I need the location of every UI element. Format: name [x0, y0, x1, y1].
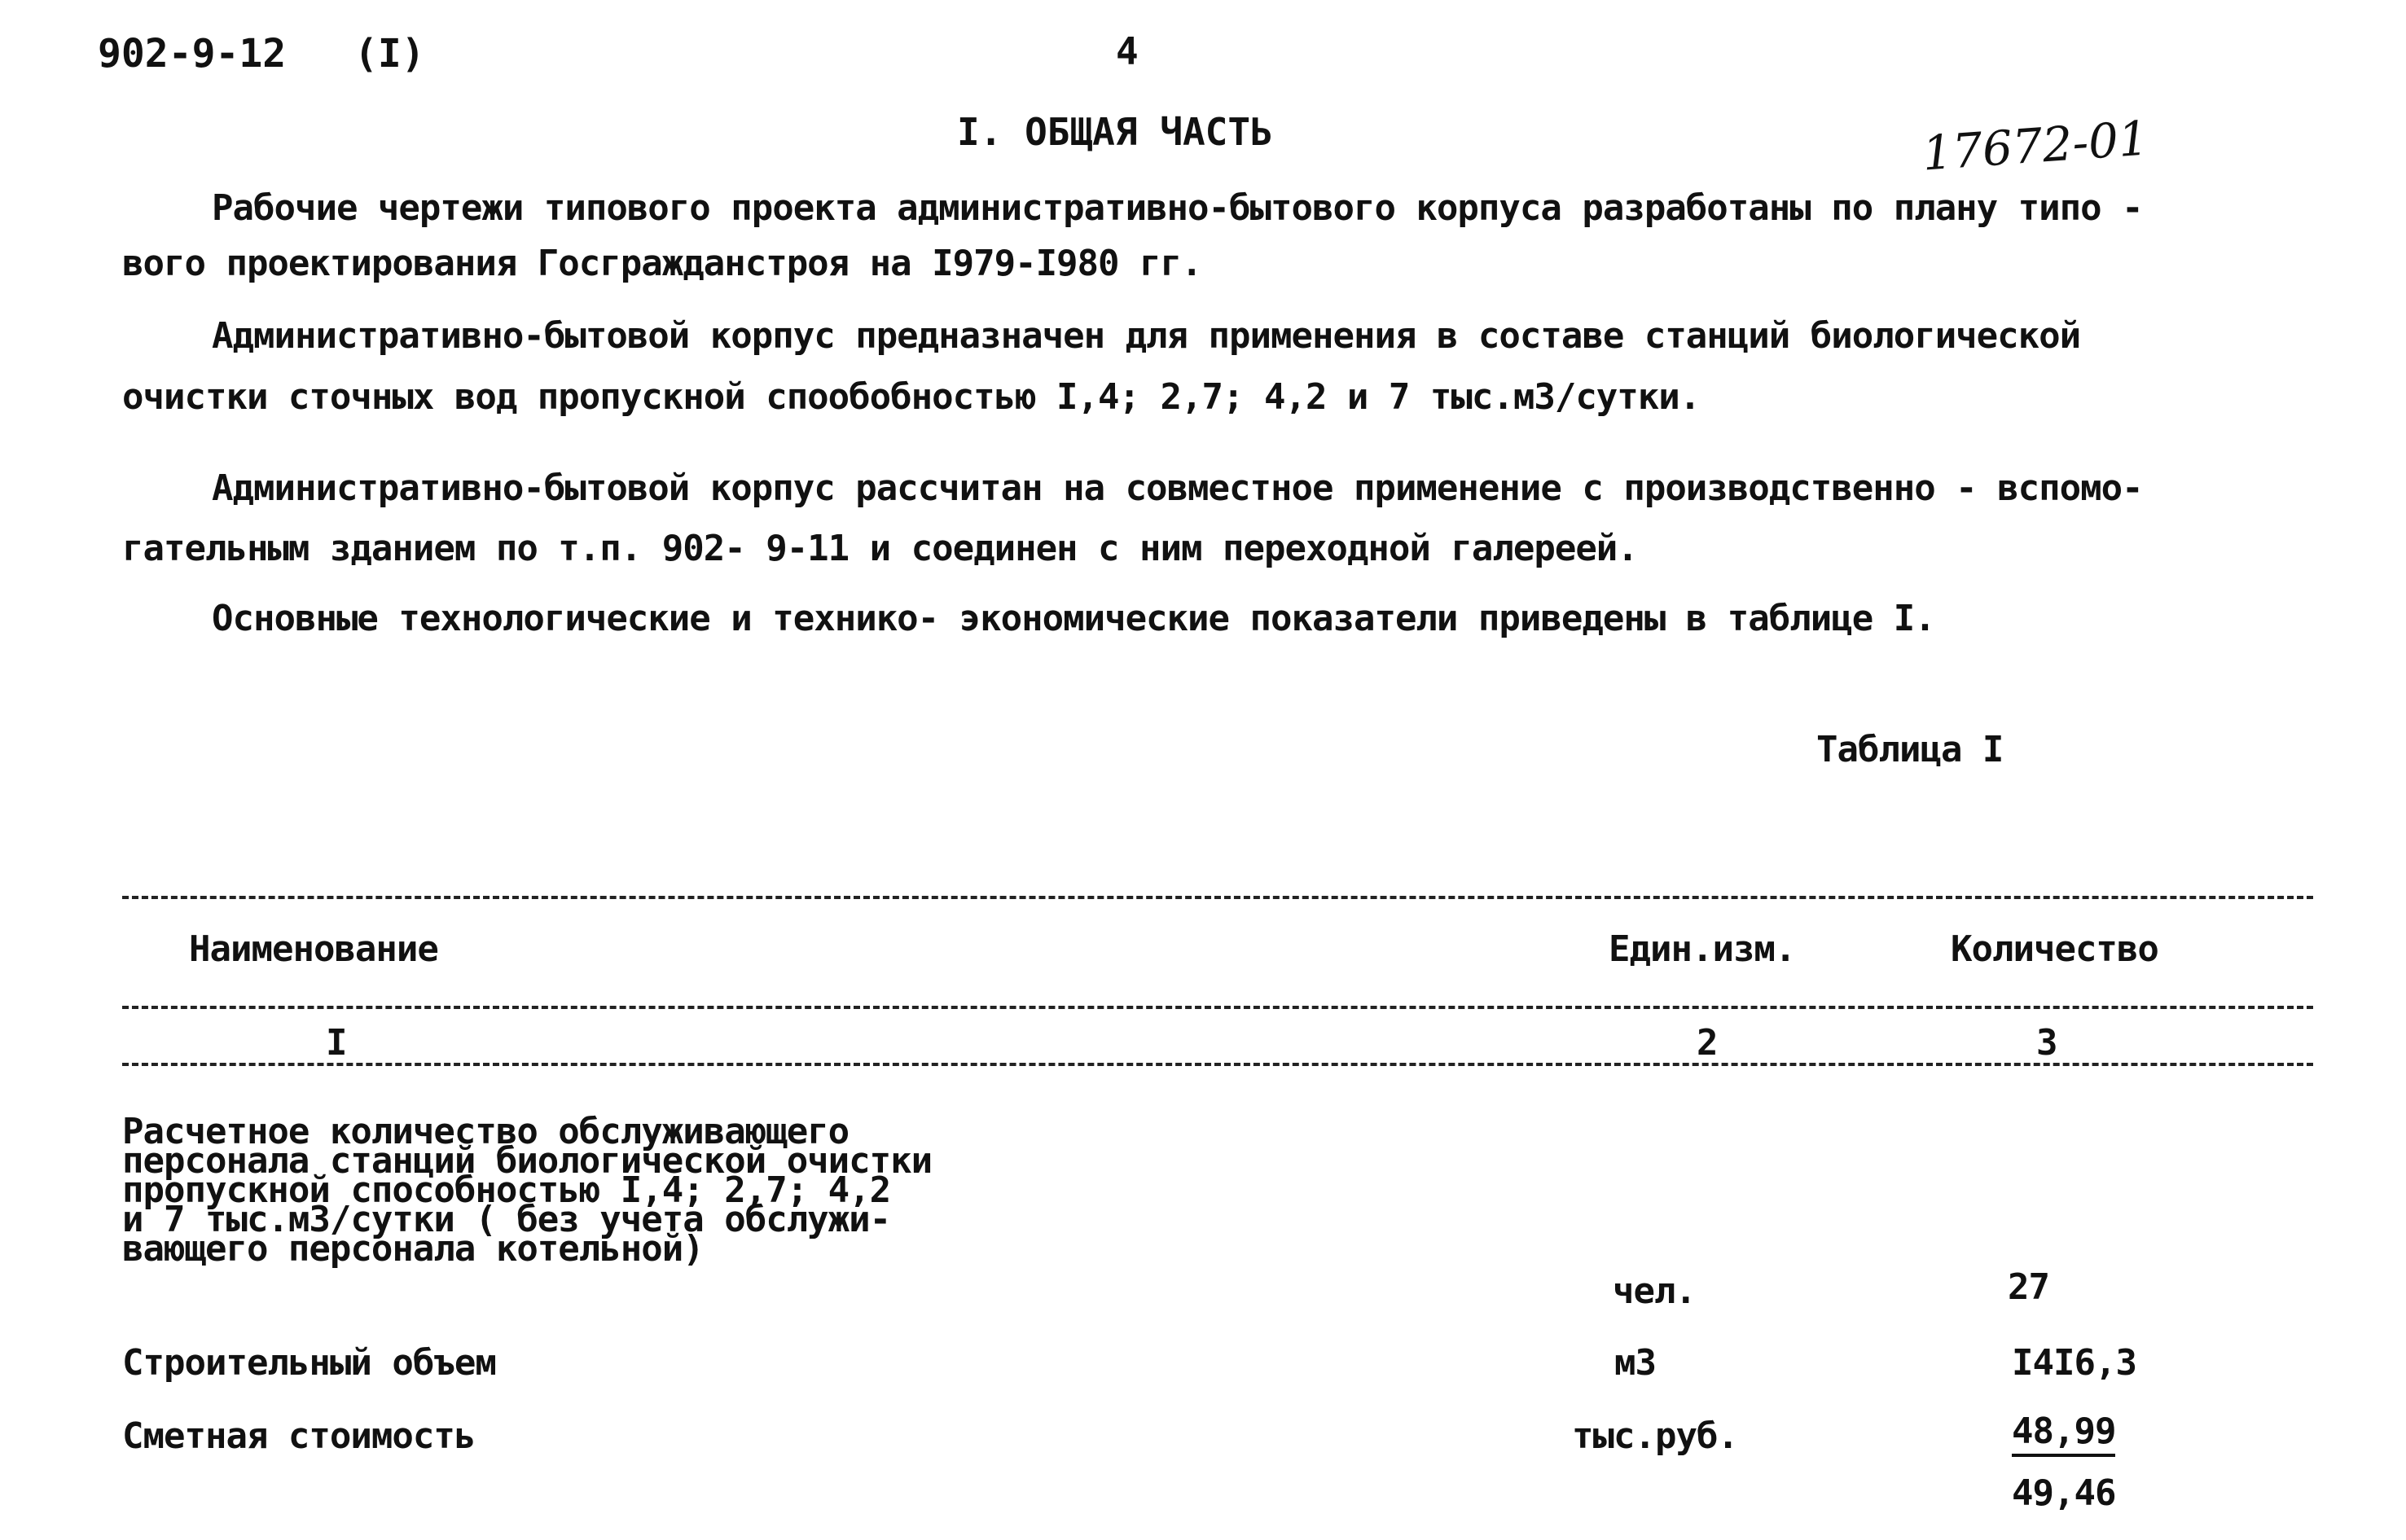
table-row-3-name: Сметная стоимость — [122, 1415, 476, 1457]
paragraph-2-line-1: Административно-бытовой корпус предназначен для применения в составе станций биологической — [212, 315, 2081, 357]
paragraph-4-line-1: Основные технологические и технико- экономические показатели приведены в таблице I. — [212, 598, 1935, 639]
table-header-unit: Един.изм. — [1609, 928, 1796, 970]
paragraph-1-line-2: вого проектирования Госгражданстроя на I979-I980 гг. — [122, 243, 1202, 284]
table-number-rule — [122, 1063, 2313, 1066]
table-row-1-unit: чел. — [1613, 1270, 1696, 1312]
table-row-3-value: 48,99 — [2012, 1411, 2115, 1457]
table-row-3-unit: тыс.руб. — [1572, 1415, 1738, 1457]
table-row-3-value-secondary: 49,46 — [2012, 1472, 2116, 1514]
table-row-1-name: Расчетное количество обслуживающего персонала станций биологической очистки пропускной способностью I,4; 2,7; 4,2 и 7 тыс.м3/сутки ( без учета обслужи- вающего персонала котельной) — [122, 1111, 933, 1270]
table-column-number-2: 2 — [1697, 1022, 1718, 1064]
table-top-rule — [122, 896, 2313, 899]
inventory-number: 17672-01 — [1920, 110, 2150, 182]
table-header-name: Наименование — [189, 928, 438, 970]
table-row-2-unit: м3 — [1614, 1342, 1656, 1384]
table-caption: Таблица I — [1816, 729, 2004, 770]
table-column-number-3: 3 — [2036, 1022, 2057, 1064]
table-row-2-value: I4I6,3 — [2012, 1342, 2136, 1384]
sheet-mark: (I) — [354, 31, 425, 77]
paragraph-3-line-2: гательным зданием по т.п. 902- 9-11 и соединен с ним переходной галереей. — [122, 528, 1638, 569]
section-title: I. ОБЩАЯ ЧАСТЬ — [957, 110, 1273, 154]
paragraph-1-line-1: Рабочие чертежи типового проекта административно-бытового корпуса разработаны по плану типо - — [212, 187, 2143, 229]
project-code: 902-9-12 — [98, 31, 287, 77]
table-row-2-name: Строительный объем — [122, 1342, 496, 1384]
page-number: 4 — [1116, 29, 1139, 73]
table-header-rule — [122, 1006, 2313, 1009]
table-row-1-value: 27 — [2008, 1266, 2049, 1308]
table-column-number-1: I — [326, 1022, 347, 1064]
paragraph-3-line-1: Административно-бытовой корпус рассчитан на совместное применение с производственно - вспомо- — [212, 467, 2143, 509]
paragraph-2-line-2: очистки сточных вод пропускной спообобностью I,4; 2,7; 4,2 и 7 тыс.м3/сутки. — [122, 376, 1701, 418]
table-header-quantity: Количество — [1951, 928, 2158, 970]
